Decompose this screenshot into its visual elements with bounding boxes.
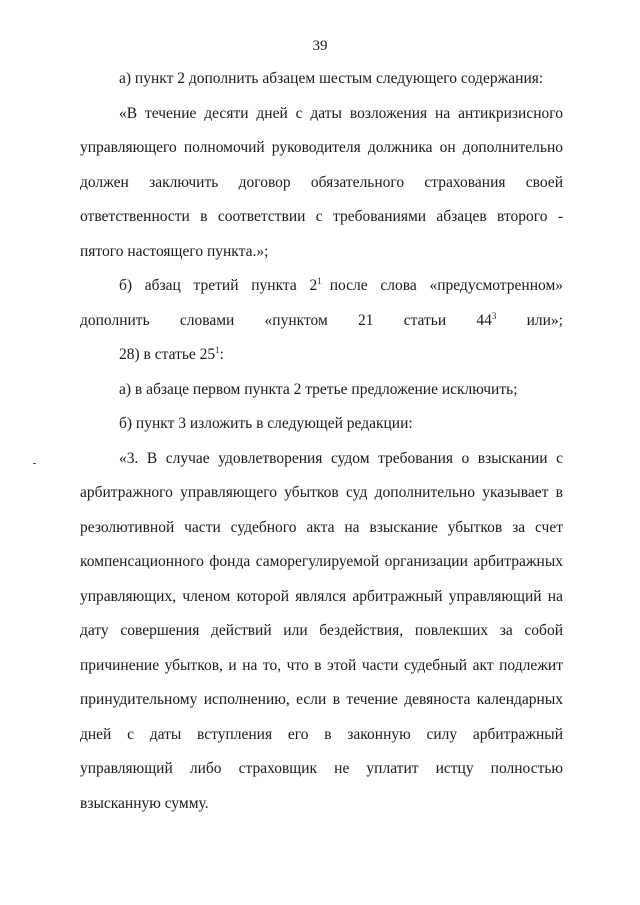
- paragraph-6: б) пункт 3 изложить в следующей редакции:: [119, 415, 413, 432]
- paragraph-5: а) в абзаце первом пункта 2 третье предложение исключить;: [119, 380, 518, 398]
- paragraph-1: а) пункт 2 дополнить абзацем шестым следующего содержания:: [119, 70, 544, 87]
- paragraph-3: [80, 269, 563, 338]
- paragraph-3-text-3: или»;: [526, 311, 563, 329]
- document-body: [80, 62, 563, 821]
- margin-mark: [33, 463, 36, 464]
- paragraph-4-superscript: 1: [215, 345, 220, 355]
- paragraph-4: [80, 338, 563, 373]
- paragraph-2: «В течение десяти дней с даты возложения на антикризисного управляющего полномочий руководителя должника он дополнительно должен заключить договор обязательного страхования своей ответственности в соответствии с требованиями абзацев второго - пятого настоящего пункта.»;: [80, 104, 563, 260]
- page-number: 39: [312, 38, 328, 54]
- paragraph-3-superscript-2: 3: [491, 310, 497, 321]
- paragraph-3-text-2: после слова «предусмотренном» дополнить словами «пунктом 21 статьи 44: [80, 277, 564, 329]
- paragraph-4-text-1: 28) в статье 25: [119, 346, 216, 363]
- paragraph-7: «3. В случае удовлетворения судом требования о взыскании с арбитражного управляющего убытков суд дополнительно указывает в резолютивной части судебного акта на взыскание убытков за счет компенсационного фонда саморегулируемой организации арбитражных управляющих, членом которой являлся арбитражный управляющий на дату совершения действий или бездействия, повлекших за собой причинение убытков, и на то, что в этой части судебный акт подлежит принудительному исполнению, если в течение девяноста календарных дней с даты вступления его в законную силу арбитражный управляющий либо страховщик не уплатит истцу полностью взысканную сумму.: [80, 449, 563, 812]
- paragraph-4-text-2: :: [219, 346, 224, 363]
- paragraph-3-text-1: б) абзац третий пункта 2: [119, 277, 318, 294]
- paragraph-3-superscript-1: 1: [317, 276, 322, 286]
